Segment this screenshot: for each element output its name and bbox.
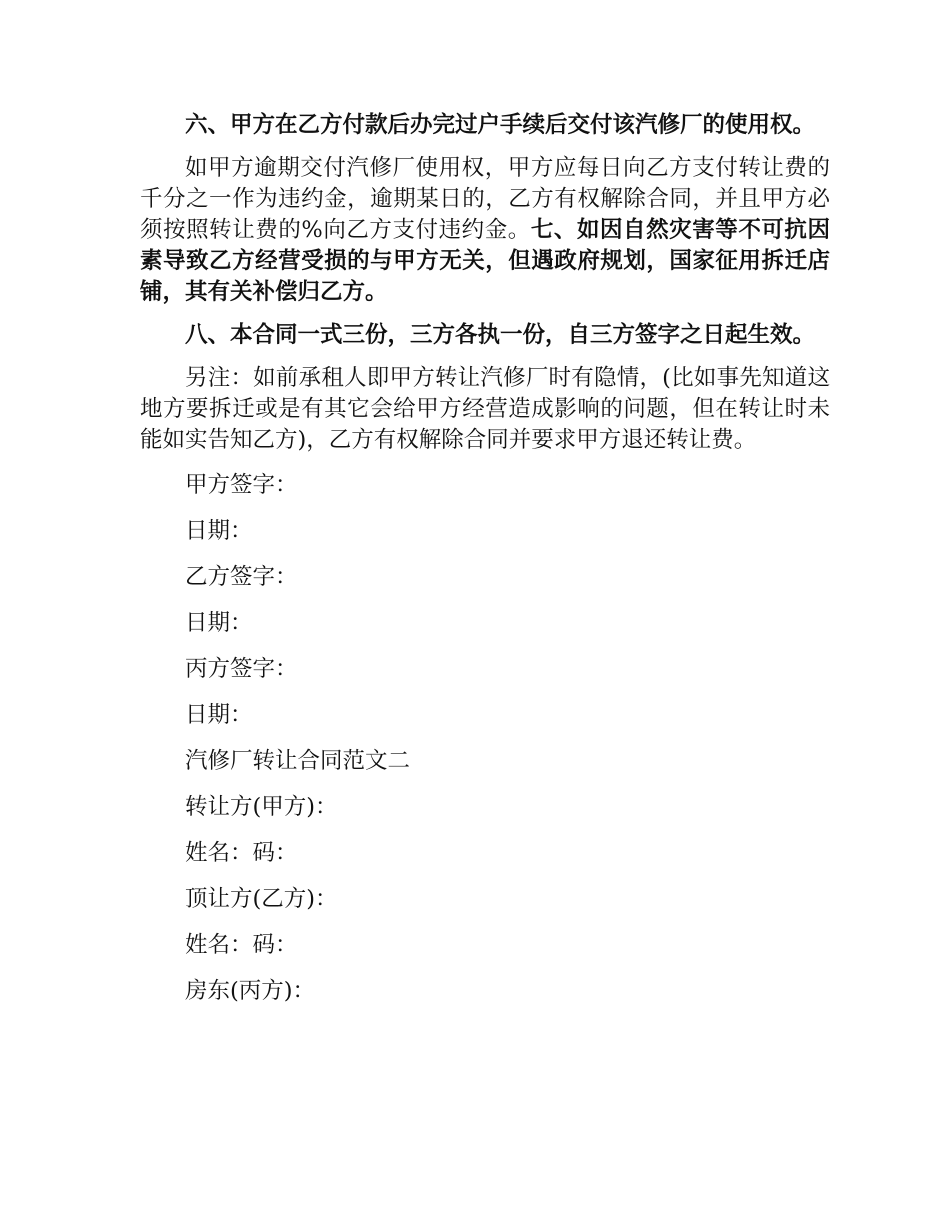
note-paragraph: 另注：如前承租人即甲方转让汽修厂时有隐情，(比如事先知道这地方要拆迁或是有其它会给甲方经营造成影响的问题，但在转让时未能如实告知乙方)，乙方有权解除合同并要求甲方退还转让费。 bbox=[140, 365, 830, 453]
field-transferee-name: 姓名：码： bbox=[185, 932, 298, 958]
template-2-fields bbox=[140, 792, 830, 1007]
field-landlord: 房东(丙方)： bbox=[185, 978, 316, 1004]
date-party-a: 日期： bbox=[185, 518, 253, 544]
field-transferee: 顶让方(乙方)： bbox=[185, 886, 338, 912]
signature-party-a: 甲方签字： bbox=[185, 472, 298, 498]
date-party-c: 日期： bbox=[185, 702, 253, 728]
document-page bbox=[140, 110, 830, 1007]
paragraph-breach bbox=[140, 153, 830, 308]
section-6: 六、甲方在乙方付款后办完过户手续后交付该汽修厂的使用权。 bbox=[185, 112, 816, 138]
field-transferor: 转让方(甲方)： bbox=[185, 794, 338, 820]
template-2-title: 汽修厂转让合同范文二 bbox=[185, 748, 411, 774]
section-8: 八、本合同一式三份，三方各执一份，自三方签字之日起生效。 bbox=[185, 322, 816, 348]
signature-party-c: 丙方签字： bbox=[185, 656, 298, 682]
breach-text: 如甲方逾期交付汽修厂使用权，甲方应每日向乙方支付转让费的千分之一作为违约金，逾期某日的，乙方有权解除合同，并且甲方必须按照转让费的%向乙方支付违约金。 bbox=[140, 155, 830, 243]
date-party-b: 日期： bbox=[185, 610, 253, 636]
signature-block bbox=[140, 470, 830, 731]
section-7: 七、如因自然灾害等不可抗因素导致乙方经营受损的与甲方无关，但遇政府规划，国家征用拆迁店铺，其有关补偿归乙方。 bbox=[140, 217, 830, 305]
signature-party-b: 乙方签字： bbox=[185, 564, 298, 590]
field-transferor-name: 姓名：码： bbox=[185, 840, 298, 866]
